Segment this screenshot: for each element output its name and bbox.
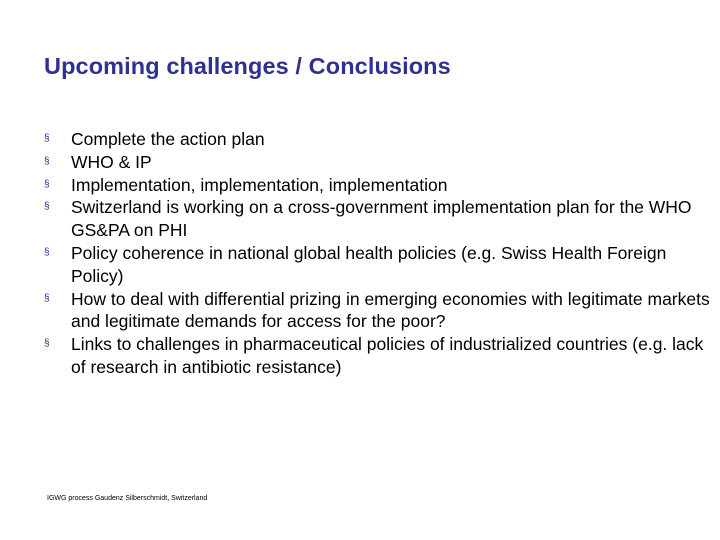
bullet-item bbox=[44, 128, 714, 151]
bullet-text: Implementation, implementation, implementation bbox=[71, 174, 448, 195]
bullet-marker-icon: § bbox=[44, 201, 50, 213]
bullet-marker-icon: § bbox=[44, 338, 50, 350]
bullet-text: Links to challenges in pharmaceutical policies of industrialized countries (e.g. lack of research in antibiotic resistance) bbox=[71, 334, 704, 377]
bullet-item bbox=[44, 151, 714, 174]
bullet-item bbox=[44, 174, 714, 197]
bullet-marker-icon: § bbox=[44, 246, 50, 258]
bullet-item bbox=[44, 196, 714, 242]
bullet-marker-icon: § bbox=[44, 133, 50, 144]
bullet-marker-icon: § bbox=[44, 292, 50, 304]
bullet-text: Policy coherence in national global health policies (e.g. Swiss Health Foreign Policy) bbox=[71, 242, 667, 286]
bullet-text: Switzerland is working on a cross-government implementation plan for the WHO GS&PA on PHI bbox=[71, 197, 692, 241]
bullet-marker-icon: § bbox=[44, 155, 50, 167]
slide-footer: IGWG process Gaudenz Silberschmidt, Switzerland bbox=[47, 495, 208, 502]
bullet-item bbox=[44, 242, 714, 288]
slide-title: Upcoming challenges / Conclusions bbox=[44, 53, 451, 79]
bullet-item bbox=[44, 288, 714, 334]
bullet-text: How to deal with differential prizing in emerging economies with legitimate markets and legitimate demands for access for the poor? bbox=[71, 288, 710, 332]
bullet-text: WHO & IP bbox=[71, 151, 152, 172]
bullet-text: Complete the action plan bbox=[71, 129, 265, 149]
bullet-item bbox=[44, 333, 714, 379]
bullet-list bbox=[44, 128, 714, 379]
bullet-marker-icon: § bbox=[44, 178, 50, 190]
